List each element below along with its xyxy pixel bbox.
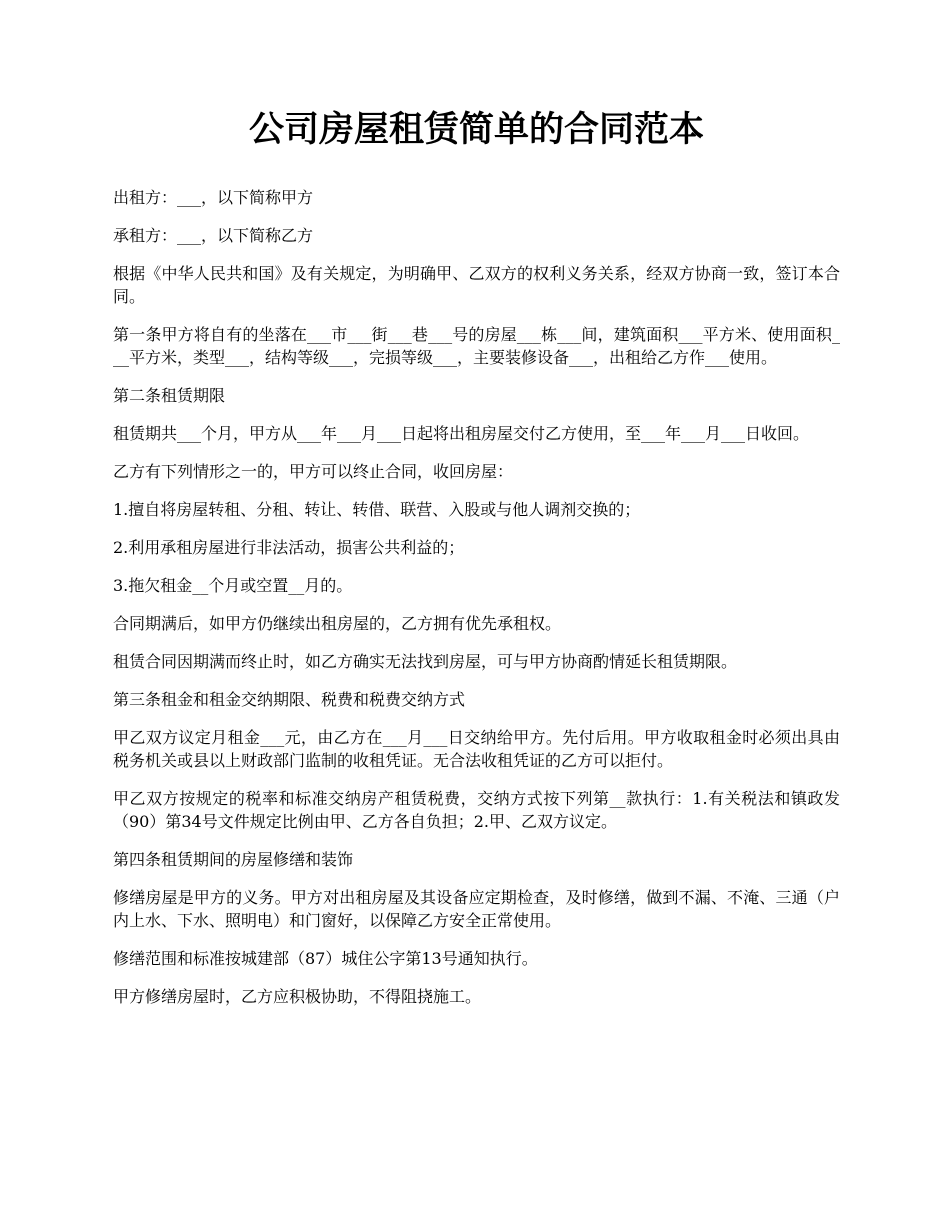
document-title: 公司房屋租赁简单的合同范本 <box>248 109 704 150</box>
preamble-paragraph: 根据《中华人民共和国》及有关规定，为明确甲、乙双方的权利义务关系，经双方协商一致，签订本合同。 <box>113 264 840 306</box>
termination-intro-paragraph: 乙方有下列情形之一的，甲方可以终止合同，收回房屋： <box>113 462 514 481</box>
article-2-heading: 第二条租赁期限 <box>113 386 226 405</box>
termination-item-1: 1.擅自将房屋转租、分租、转让、转借、联营、入股或与他人调剂交换的； <box>113 500 641 519</box>
extension-paragraph: 租赁合同因期满而终止时，如乙方确实无法找到房屋，可与甲方协商酌情延长租赁期限。 <box>113 652 738 671</box>
tax-payment-paragraph: 甲乙双方按规定的税率和标准交纳房产租赁税费，交纳方式按下列第__款执行：1.有关税法和镇政发（90）第34号文件规定比例由甲、乙方各自负担；2.甲、乙双方议定。 <box>113 789 840 831</box>
termination-item-3: 3.拖欠租金__个月或空置__月的。 <box>113 576 353 595</box>
priority-renewal-paragraph: 合同期满后，如甲方仍继续出租房屋的，乙方拥有优先承租权。 <box>113 614 562 633</box>
rent-payment-paragraph: 甲乙双方议定月租金___元，由乙方在___月___日交纳给甲方。先付后用。甲方收取租金时必须出具由税务机关或县以上财政部门监制的收租凭证。无合法收租凭证的乙方可以拒付。 <box>113 728 840 770</box>
article-3-heading: 第三条租金和租金交纳期限、税费和税费交纳方式 <box>113 690 466 709</box>
contract-document <box>113 108 840 1023</box>
termination-item-2: 2.利用承租房屋进行非法活动，损害公共利益的； <box>113 538 465 557</box>
repair-cooperation-paragraph: 甲方修缮房屋时，乙方应积极协助，不得阻挠施工。 <box>113 987 482 1006</box>
lessee-line: 承租方：___，以下简称乙方 <box>113 226 314 245</box>
repair-duty-paragraph: 修缮房屋是甲方的义务。甲方对出租房屋及其设备应定期检查，及时修缮，做到不漏、不淹、三通（户内上水、下水、照明电）和门窗好，以保障乙方安全正常使用。 <box>113 888 840 930</box>
lease-term-paragraph: 租赁期共___个月，甲方从___年___月___日起将出租房屋交付乙方使用，至___年___月___日收回。 <box>113 424 810 443</box>
repair-standard-paragraph: 修缮范围和标准按城建部（87）城住公字第13号通知执行。 <box>113 949 538 968</box>
article-4-heading: 第四条租赁期间的房屋修缮和装饰 <box>113 850 354 869</box>
lessor-line: 出租方：___，以下简称甲方 <box>113 188 314 207</box>
article-1-paragraph: 第一条甲方将自有的坐落在___市___街___巷___号的房屋___栋___间，建筑面积___平方米、使用面积___平方米，类型___，结构等级___，完损等级___，主要装修设备___，出租给乙方作___使用。 <box>113 325 840 367</box>
